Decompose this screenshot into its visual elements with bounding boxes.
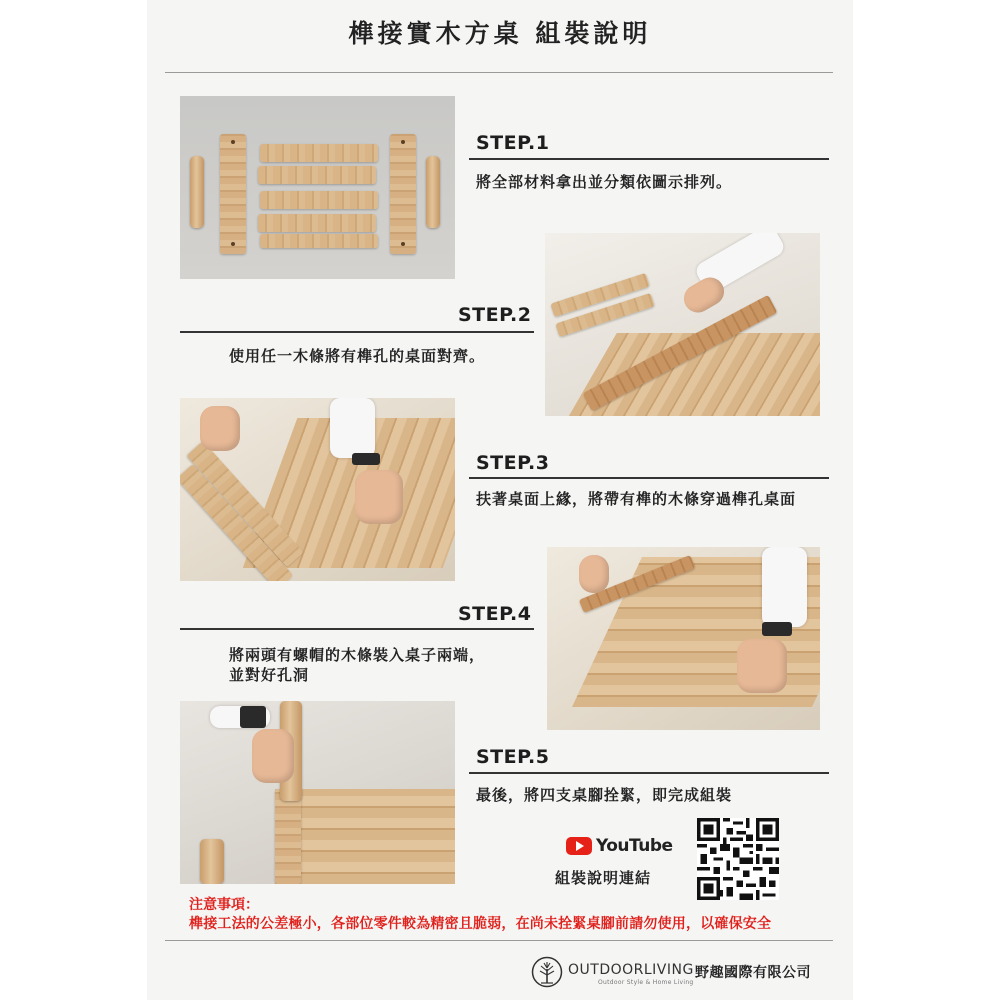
notice-heading: 注意事項：: [189, 897, 259, 913]
step2-text: 使用任一木條將有榫孔的桌面對齊。: [229, 347, 486, 365]
step3-photo: [180, 398, 455, 581]
step3-title: STEP.3: [476, 452, 550, 474]
step4-photo: [547, 547, 820, 730]
step1-title: STEP.1: [476, 132, 550, 154]
step4-text-line1: 將兩頭有螺帽的木條裝入桌子兩端，: [229, 646, 486, 664]
step5-divider: [469, 772, 829, 774]
step4-title: STEP.4: [458, 603, 532, 625]
brand-name: OUTDOORLIVING: [568, 962, 694, 978]
page-title: 榫接實木方桌 組裝說明: [348, 19, 652, 48]
brand-tagline: Outdoor Style & Home Living: [598, 979, 694, 986]
step3-divider: [469, 477, 829, 479]
qr-code-icon[interactable]: [697, 818, 779, 900]
step1-divider: [469, 158, 829, 160]
youtube-wordmark: YouTube: [596, 836, 673, 856]
company-name: 野趣國際有限公司: [695, 965, 811, 981]
notice-text: 榫接工法的公差極小，各部位零件較為精密且脆弱，在尚未拴緊桌腳前請勿使用，以確保安全: [189, 916, 772, 932]
step5-photo: [180, 701, 455, 884]
step2-divider: [180, 331, 534, 333]
step1-photo: [180, 96, 455, 279]
footer-divider: [165, 940, 833, 941]
step1-text: 將全部材料拿出並分類依圖示排列。: [476, 173, 733, 191]
step4-text-line2: 並對好孔洞: [229, 666, 310, 684]
title-divider: [165, 72, 833, 73]
step3-text: 扶著桌面上緣，將帶有榫的木條穿過榫孔桌面: [476, 490, 797, 508]
step2-title: STEP.2: [458, 304, 532, 326]
youtube-link[interactable]: [566, 836, 673, 856]
step5-text: 最後，將四支桌腳拴緊，即完成組裝: [476, 786, 733, 804]
step4-divider: [180, 628, 534, 630]
video-caption: 組裝說明連結: [555, 869, 652, 887]
tree-logo-icon: [531, 956, 563, 988]
step2-photo: [545, 233, 820, 416]
step5-title: STEP.5: [476, 746, 550, 768]
youtube-play-icon: [566, 837, 592, 855]
